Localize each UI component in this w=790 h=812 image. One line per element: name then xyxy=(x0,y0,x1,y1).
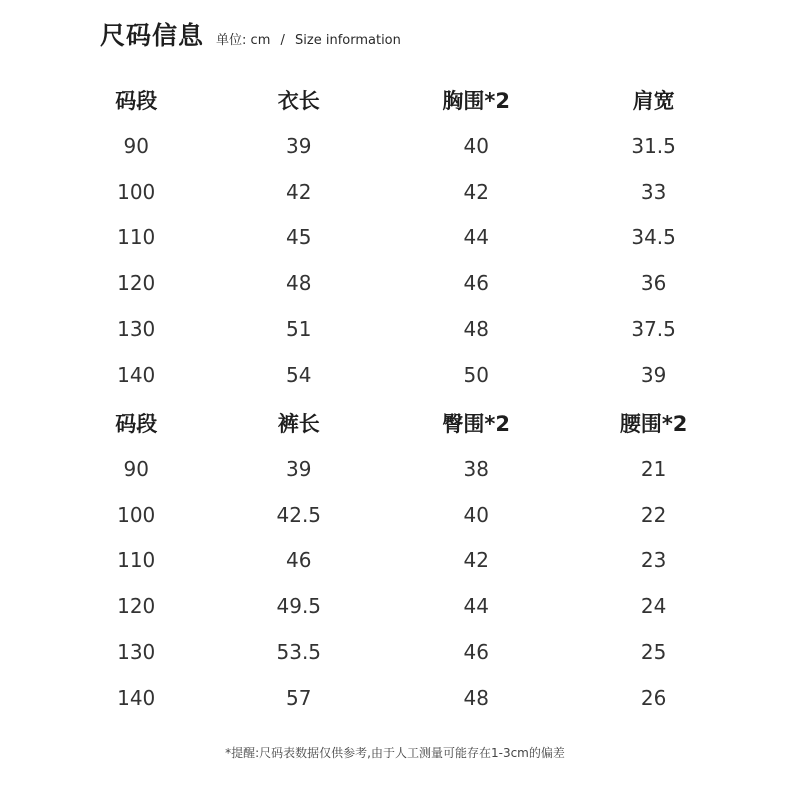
unit-separator: / xyxy=(280,33,285,48)
table-cell: 42.5 xyxy=(276,502,322,527)
table-row xyxy=(47,492,727,538)
table-cell: 24 xyxy=(640,594,667,619)
table-cell: 42 xyxy=(463,179,489,204)
table-cell: 44 xyxy=(463,594,489,619)
table-row xyxy=(47,306,727,352)
table-cell: 57 xyxy=(286,685,312,710)
table-cell: 100 xyxy=(117,179,156,204)
table-header-row xyxy=(47,76,727,123)
table-cell: 140 xyxy=(117,362,156,387)
header-pants-length: 裤长 xyxy=(277,411,320,436)
table-cell: 34.5 xyxy=(631,225,676,250)
table-cell: 21 xyxy=(640,456,667,481)
measurement-footnote: *提醒:尺码表数据仅供参考,由于人工测量可能存在1-3cm的偏差 xyxy=(225,746,565,760)
table-cell: 110 xyxy=(117,548,156,573)
table-cell: 40 xyxy=(463,502,489,527)
table-cell: 39 xyxy=(286,456,312,481)
table-row xyxy=(47,260,727,306)
table-cell: 120 xyxy=(117,271,156,296)
table-cell: 40 xyxy=(463,133,489,158)
table-cell: 38 xyxy=(463,456,489,481)
table-cell: 90 xyxy=(123,456,149,481)
table-row xyxy=(47,123,727,169)
table-cell: 42 xyxy=(463,548,489,573)
header-size-range: 码段 xyxy=(115,411,158,436)
table-cell: 130 xyxy=(117,317,156,342)
table-cell: 48 xyxy=(286,271,312,296)
table-cell: 53.5 xyxy=(276,640,322,665)
unit-value: cm xyxy=(250,33,271,48)
table-cell: 25 xyxy=(640,640,667,665)
table-cell: 39 xyxy=(286,133,312,158)
bottom-size-table xyxy=(47,399,727,721)
table-row xyxy=(47,215,727,261)
page-header xyxy=(100,16,401,52)
top-size-table xyxy=(47,76,727,398)
page-title: 尺码信息 xyxy=(100,21,205,50)
table-cell: 33 xyxy=(640,179,667,204)
table-cell: 120 xyxy=(117,594,156,619)
table-row xyxy=(47,538,727,584)
table-cell: 130 xyxy=(117,640,156,665)
table-row xyxy=(47,169,727,215)
table-row xyxy=(47,629,727,675)
table-cell: 22 xyxy=(640,502,667,527)
table-cell: 110 xyxy=(117,225,156,250)
table-cell: 44 xyxy=(463,225,489,250)
table-row xyxy=(47,352,727,398)
table-cell: 48 xyxy=(463,317,489,342)
table-cell: 100 xyxy=(117,502,156,527)
table-row xyxy=(47,583,727,629)
header-garment-length: 衣长 xyxy=(277,88,320,113)
table-cell: 48 xyxy=(463,685,489,710)
unit-label xyxy=(216,29,401,48)
header-chest: 胸围*2 xyxy=(442,88,510,113)
table-cell: 51 xyxy=(286,317,312,342)
table-row xyxy=(47,446,727,492)
table-cell: 140 xyxy=(117,685,156,710)
table-cell: 37.5 xyxy=(631,317,676,342)
header-waist: 腰围*2 xyxy=(619,411,688,436)
table-cell: 90 xyxy=(123,133,149,158)
table-cell: 46 xyxy=(463,640,489,665)
table-cell: 26 xyxy=(640,685,667,710)
header-size-range: 码段 xyxy=(115,88,158,113)
table-cell: 46 xyxy=(463,271,489,296)
table-cell: 46 xyxy=(286,548,312,573)
table-cell: 50 xyxy=(463,362,489,387)
unit-english: Size information xyxy=(295,33,401,48)
table-cell: 36 xyxy=(640,271,667,296)
table-cell: 54 xyxy=(286,362,312,387)
table-cell: 42 xyxy=(286,179,312,204)
header-hip: 臀围*2 xyxy=(442,411,510,436)
table-cell: 31.5 xyxy=(631,133,676,158)
table-cell: 49.5 xyxy=(276,594,322,619)
table-row xyxy=(47,675,727,721)
table-cell: 45 xyxy=(286,225,312,250)
unit-prefix: 单位: xyxy=(216,33,247,48)
table-cell: 23 xyxy=(640,548,667,573)
header-shoulder: 肩宽 xyxy=(632,88,675,113)
table-cell: 39 xyxy=(640,362,667,387)
table-header-row xyxy=(47,399,727,446)
